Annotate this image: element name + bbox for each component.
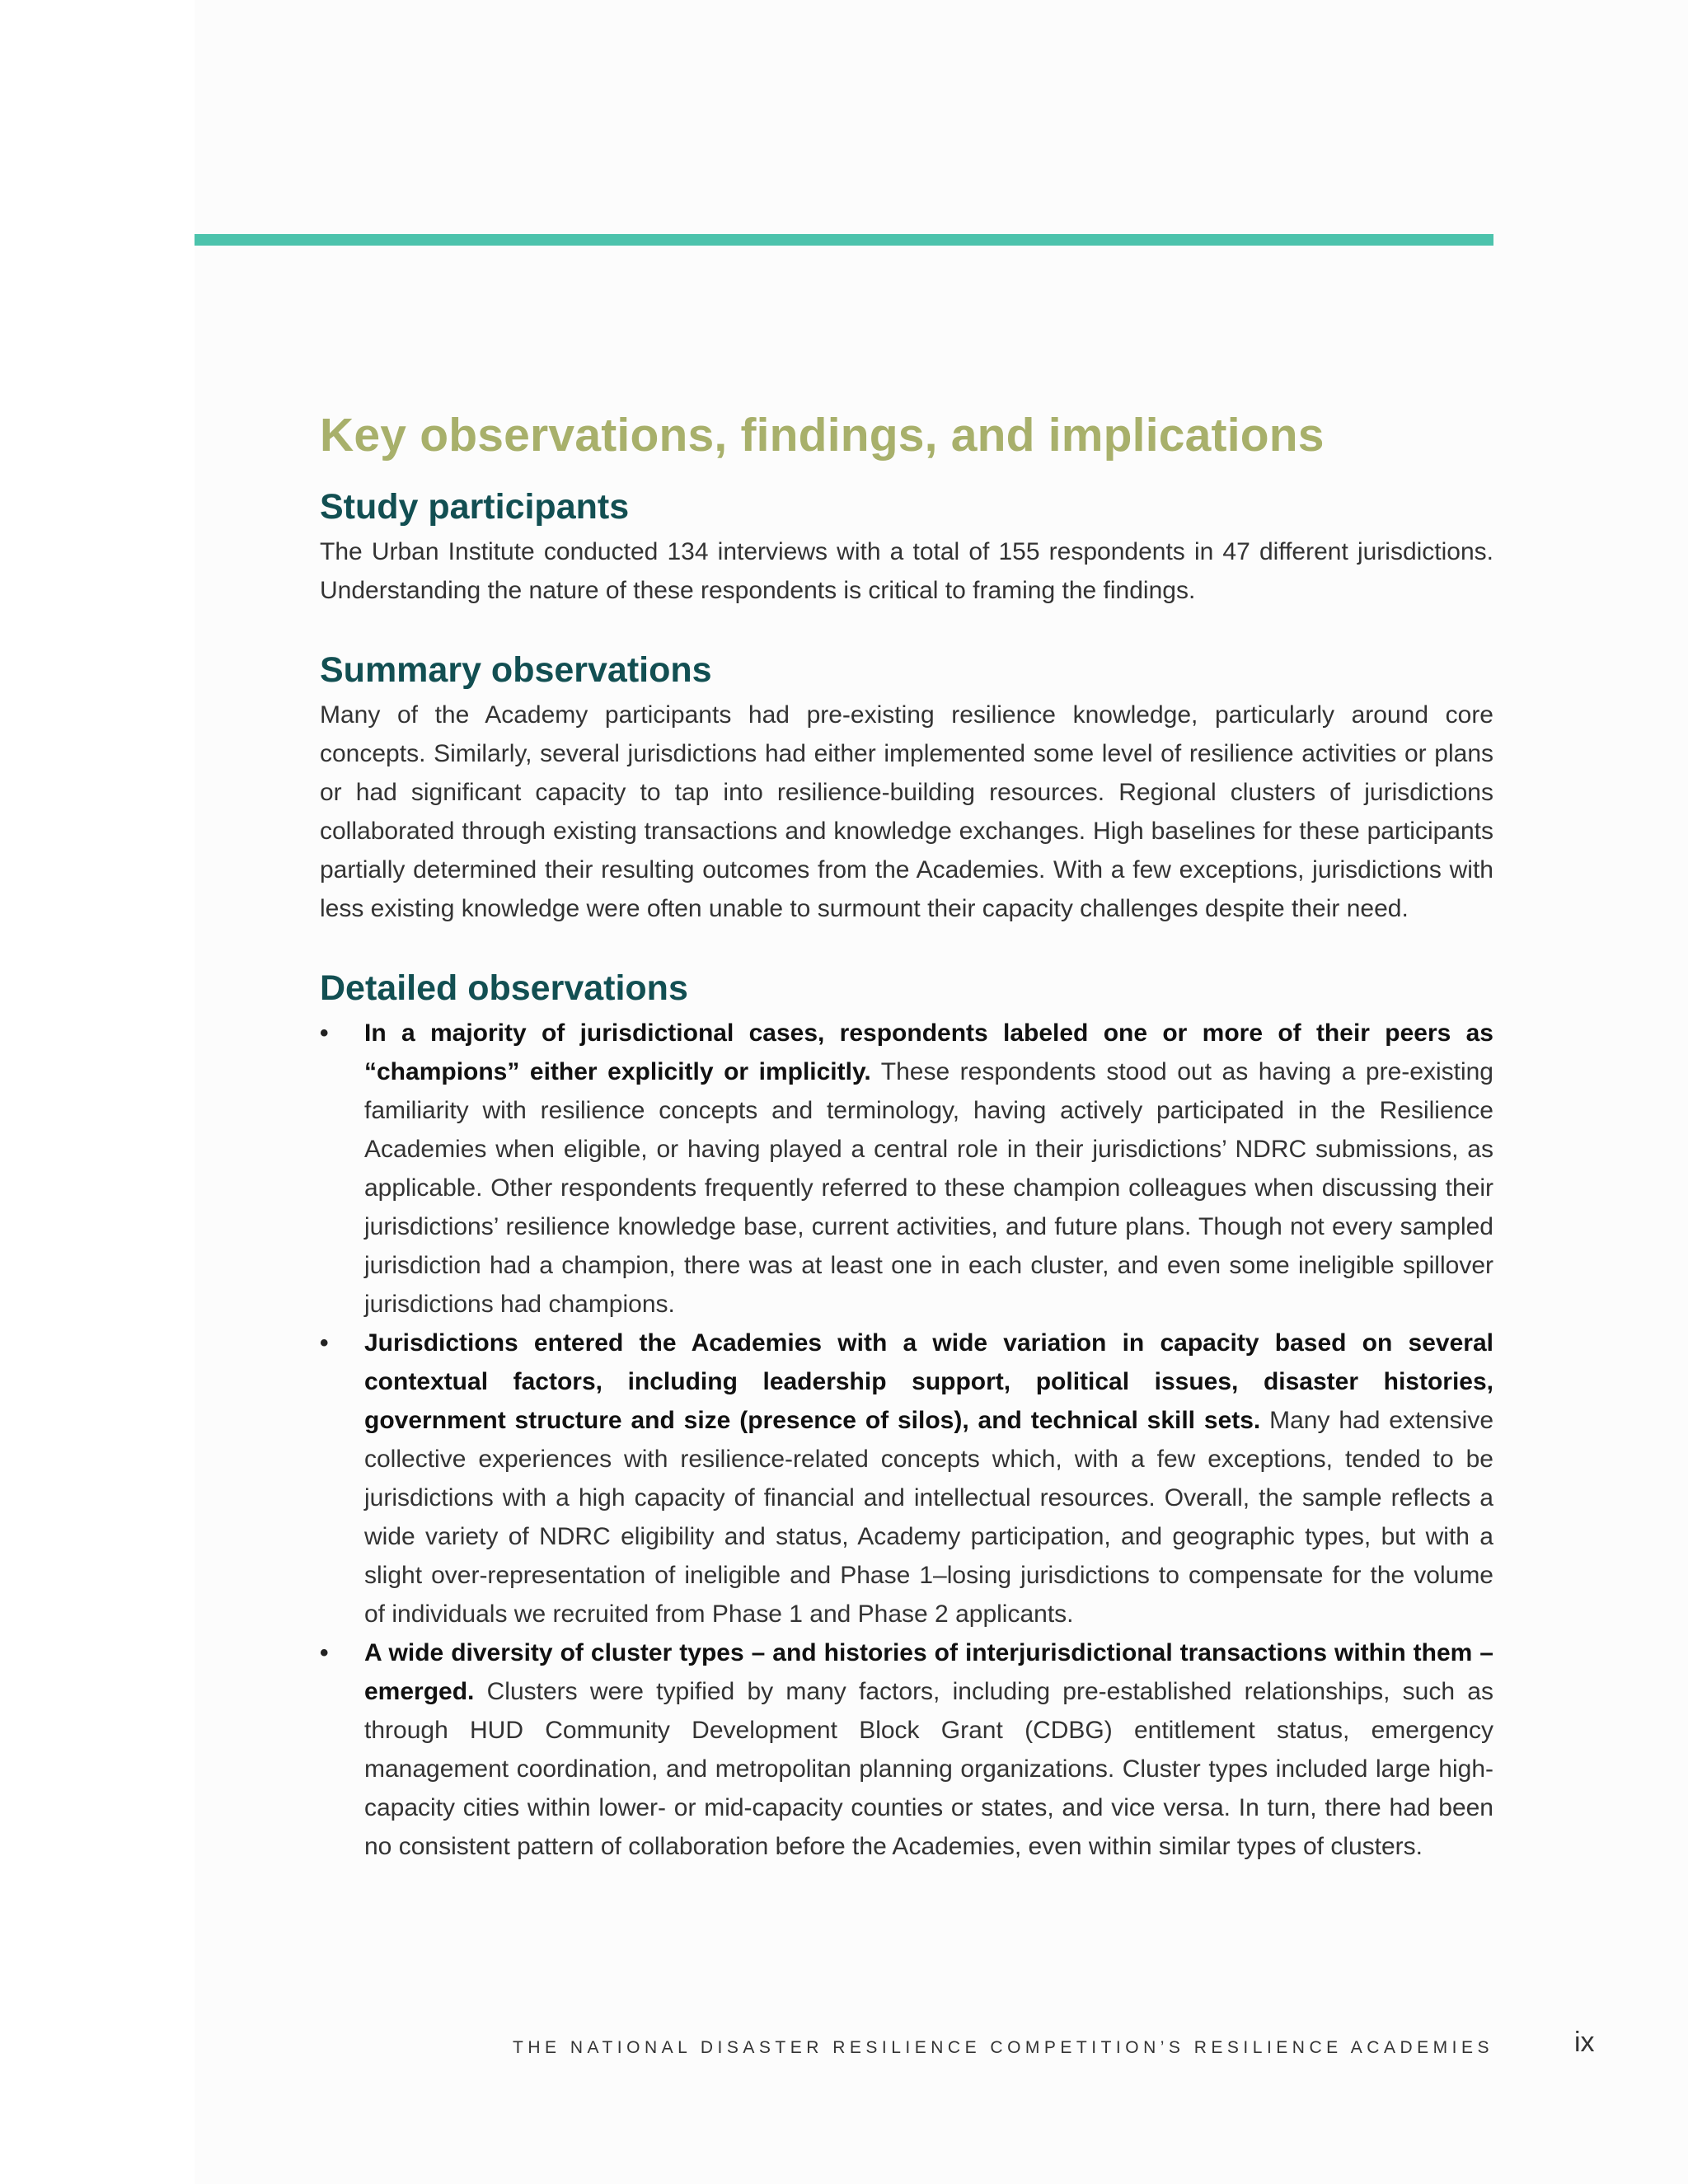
page-title: Key observations, findings, and implications: [320, 409, 1325, 462]
running-footer-title: THE NATIONAL DISASTER RESILIENCE COMPETITION’S RESILIENCE ACADEMIES: [513, 2038, 1493, 2057]
study-participants-paragraph: The Urban Institute conducted 134 interviews with a total of 155 respondents in 47 different jurisdictions. Understanding the nature of these respondents is critical to framing the findings.: [320, 538, 1493, 604]
list-item: [320, 1014, 1493, 1324]
bullet-lead-text: A wide diversity of cluster types – and histories of interjurisdictional transactions within them – emerged.: [364, 1639, 1493, 1705]
section-heading-detailed-observations: Detailed observations: [320, 968, 688, 1008]
bullet-lead-text: In a majority of jurisdictional cases, respondents labeled one or more of their peers as “champions” either explicitly or implicitly.: [364, 1019, 1493, 1085]
bullet-body-text: Clusters were typified by many factors, including pre-established relationships, such as through HUD Community Development Block Grant (CDBG) entitlement status, emergency management coordination, and metropolitan planning organizations. Cluster types included large high-capacity cities within lower- or mid-capacity counties or states, and vice versa. In turn, there had been no consistent pattern of collaboration before the Academies, even within similar types of clusters.: [364, 1678, 1493, 1860]
list-item: [320, 1324, 1493, 1633]
top-accent-rule: [195, 234, 1493, 246]
bullet-body-text: These respondents stood out as having a pre-existing familiarity with resilience concepts and terminology, having actively participated in the Resilience Academies when eligible, or having played a central role in their jurisdictions’ NDRC submissions, as applicable. Other respondents frequently referred to these champion colleagues when discussing their jurisdictions’ resilience knowledge base, current activities, and future plans. Though not every sampled jurisdiction had a champion, there was at least one in each cluster, and even some ineligible spillover jurisdictions had champions.: [364, 1058, 1493, 1318]
main-content: [320, 402, 1493, 1866]
bullet-lead-text: Jurisdictions entered the Academies with a wide variation in capacity based on several contextual factors, including leadership support, political issues, disaster histories, government structure and size (presence of silos), and technical skill sets.: [364, 1329, 1493, 1434]
bullet-body-text: Many had extensive collective experiences with resilience-related concepts which, with a few exceptions, tended to be jurisdictions with a high capacity of financial and intellectual resources. Overall, the sample reflects a wide variety of NDRC eligibility and status, Academy participation, and geographic types, but with a slight over-representation of ineligible and Phase 1–losing jurisdictions to compensate for the volume of individuals we recruited from Phase 1 and Phase 2 applicants.: [364, 1407, 1494, 1628]
page-number: ix: [1574, 2027, 1595, 2058]
section-heading-study-participants: Study participants: [320, 487, 630, 527]
bullet-icon: •: [320, 1639, 329, 1666]
detailed-observations-list: [320, 1014, 1493, 1866]
bullet-icon: •: [320, 1019, 329, 1047]
list-item: [320, 1633, 1493, 1866]
section-heading-summary-observations: Summary observations: [320, 650, 712, 690]
bullet-icon: •: [320, 1329, 329, 1357]
summary-observations-paragraph: Many of the Academy participants had pre-existing resilience knowledge, particularly around core concepts. Similarly, several jurisdictions had either implemented some level of resilience activities or plans or had significant capacity to tap into resilience-building resources. Regional clusters of jurisdictions collaborated through existing transactions and knowledge exchanges. High baselines for these participants partially determined their resulting outcomes from the Academies. With a few exceptions, jurisdictions with less existing knowledge were often unable to surmount their capacity challenges despite their need.: [320, 701, 1493, 922]
